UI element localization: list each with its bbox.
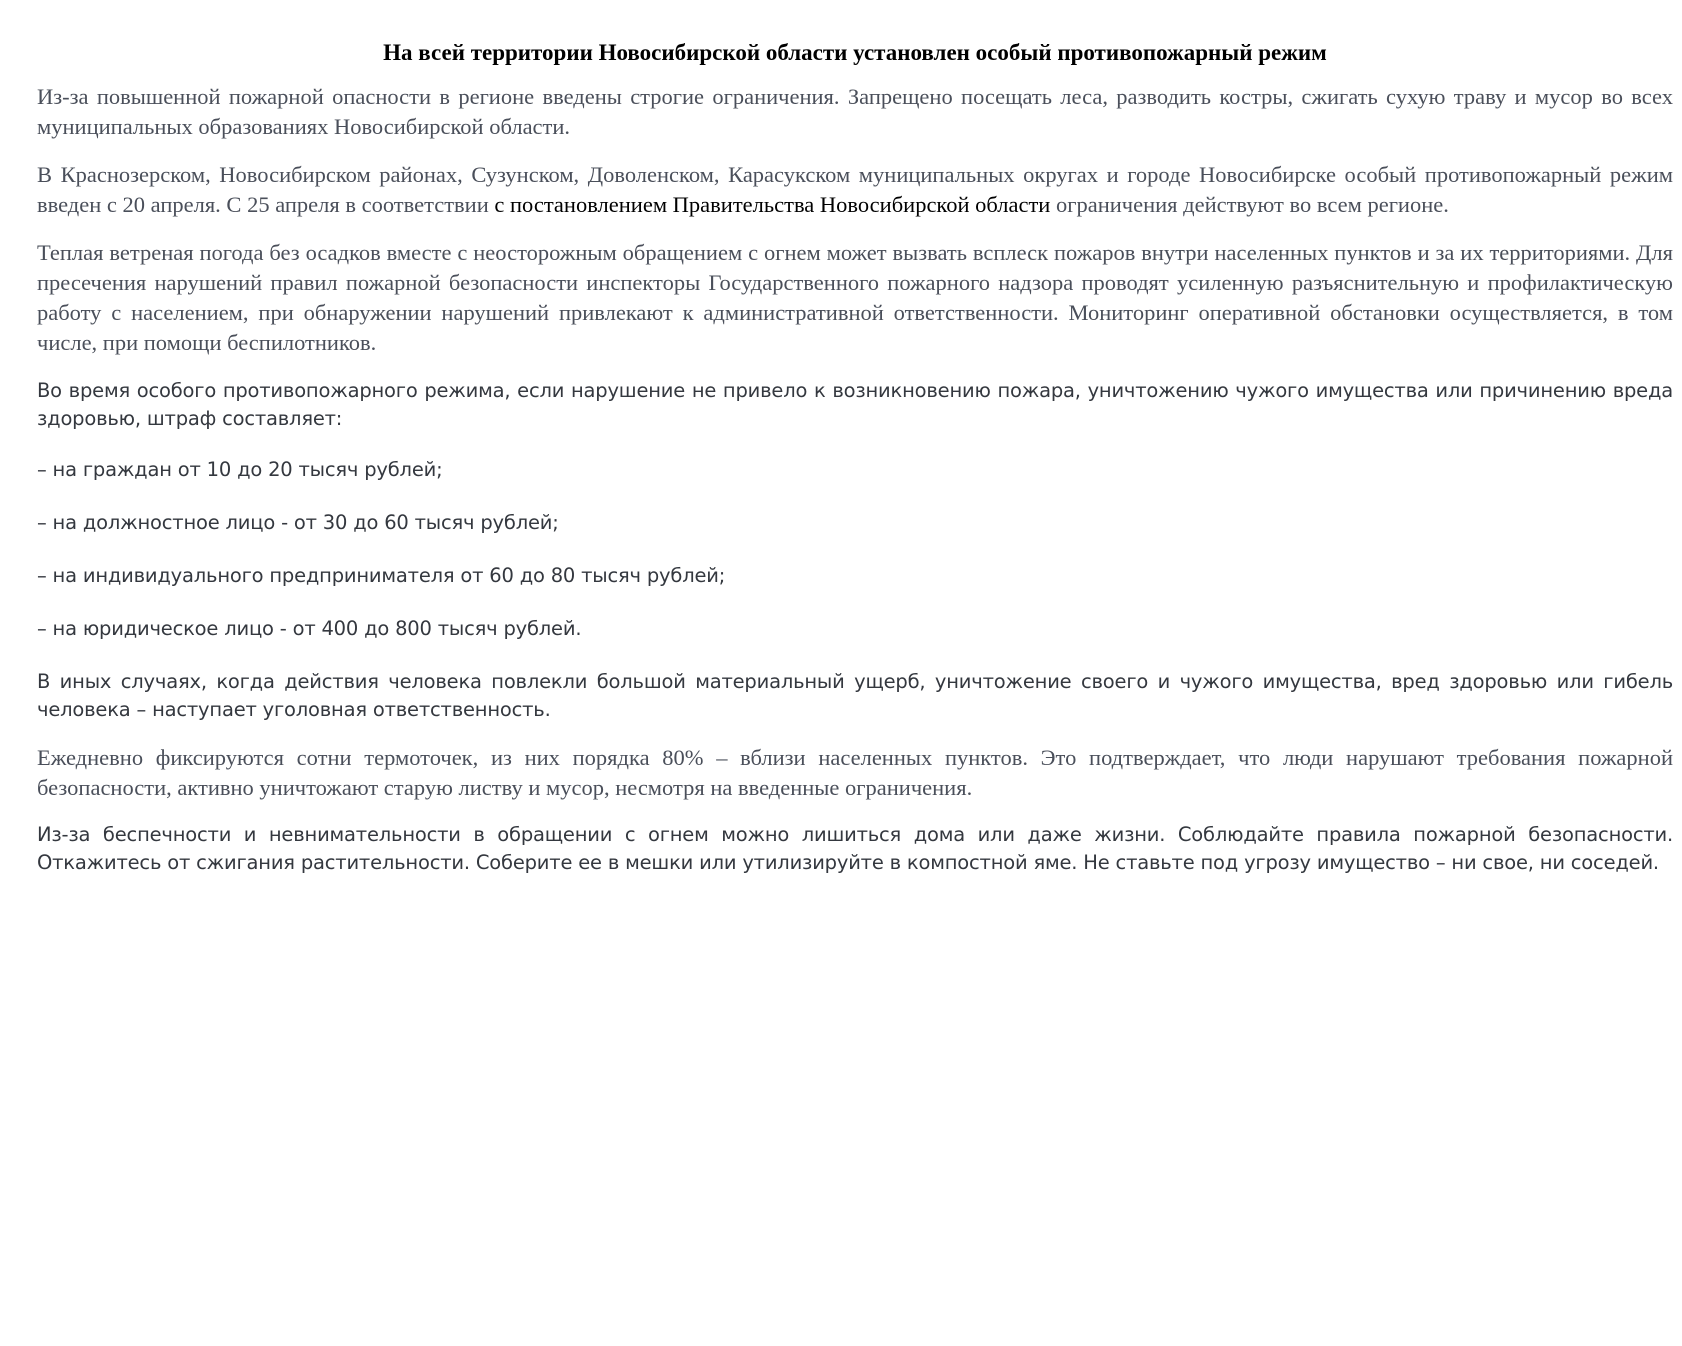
fine-item-legal-entities: – на юридическое лицо - от 400 до 800 тысяч рублей. xyxy=(37,617,582,640)
paragraph-thermal-points: Ежедневно фиксируются сотни термоточек, из них порядка 80% – вблизи населенных пунктов. Это подтверждает, что люди нарушают требования пожарной безопасности, активно уничтожают старую листву и мусор, несмотря на введенные ограничения. xyxy=(37,745,1673,800)
paragraph-regime-dates-text-before: В Краснозерском, Новосибирском районах, Сузунском, Доволенском, Карасукском муниципальных округах и городе Новосибирске особый противопожарный режим введен с 20 апреля. С 25 апреля в соответствии xyxy=(37,162,1673,217)
fine-item-entrepreneurs: – на индивидуального предпринимателя от 60 до 80 тысяч рублей; xyxy=(37,564,726,587)
paragraph-regime-dates-text-after: ограничения действуют во всем регионе. xyxy=(1050,192,1449,217)
paragraph-inspection: Теплая ветреная погода без осадков вместе с неосторожным обращением с огнем может вызвать всплеск пожаров внутри населенных пунктов и за их территориями. Для пресечения нарушений правил пожарной безопасности инспекторы Государственного пожарного надзора проводят усиленную разъяснительную и профилактическую работу с населением, при обнаружении нарушений привлекают к административной ответственности. Мониторинг оперативной обстановки осуществляется, в том числе, при помощи беспилотников. xyxy=(37,240,1673,355)
fine-item-citizens: – на граждан от 10 до 20 тысяч рублей; xyxy=(37,458,443,481)
paragraph-criminal-liability: В иных случаях, когда действия человека повлекли большой материальный ущерб, уничтожение своего и чужого имущества, вред здоровью или гибель человека – наступает уголовная ответственность. xyxy=(37,670,1673,721)
article xyxy=(37,30,1673,877)
article-title: На всей территории Новосибирской области установлен особый противопожарный режим xyxy=(383,40,1327,65)
paragraph-safety-advice: Из-за беспечности и невнимательности в обращении с огнем можно лишиться дома или даже жизни. Соблюдайте правила пожарной безопасности. Откажитесь от сжигания растительности. Соберите ее в мешки или утилизируйте в компостной яме. Не ставьте под угрозу имущество – ни свое, ни соседей. xyxy=(37,823,1673,874)
fine-item-officials: – на должностное лицо - от 30 до 60 тысяч рублей; xyxy=(37,511,559,534)
paragraph-fines-intro: Во время особого противопожарного режима, если нарушение не привело к возникновению пожара, уничтожению чужого имущества или причинению вреда здоровью, штраф составляет: xyxy=(37,379,1673,430)
paragraph-regime-dates xyxy=(37,160,1673,220)
government-decree-link[interactable]: с постановлением Правительства Новосибирской области xyxy=(494,192,1051,217)
paragraph-restrictions: Из-за повышенной пожарной опасности в регионе введены строгие ограничения. Запрещено посещать леса, разводить костры, сжигать сухую траву и мусор во всех муниципальных образованиях Новосибирской области. xyxy=(37,84,1673,139)
